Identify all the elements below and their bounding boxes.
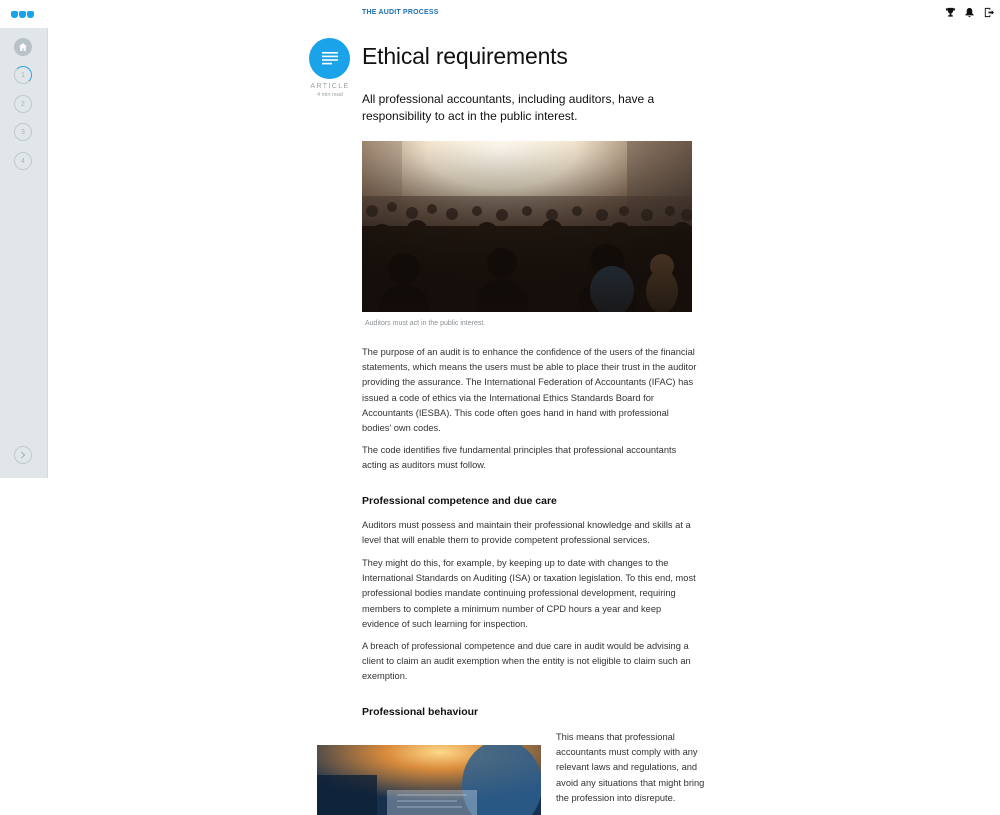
- top-bar: [0, 0, 1000, 28]
- bell-icon[interactable]: [964, 7, 975, 18]
- sidebar-next-button[interactable]: [14, 446, 32, 464]
- step-number: 1: [21, 71, 25, 79]
- step-number: 4: [21, 157, 25, 165]
- trophy-icon[interactable]: [945, 7, 956, 18]
- section-heading: Professional competence and due care: [362, 495, 557, 507]
- article-type-badge: [309, 38, 350, 79]
- article-icon: [321, 51, 339, 67]
- body-paragraph: This means that professional accountants must comply with any relevant laws and regulations, and avoid any situations that might bring the profession into disrepute.: [556, 732, 705, 803]
- sidebar-home-button[interactable]: [14, 38, 32, 56]
- article-lead: All professional accountants, including auditors, have a responsibility to act in the public interest.: [362, 92, 655, 123]
- chevron-right-icon: [19, 451, 27, 459]
- article-type-label: ARTICLE: [310, 83, 350, 90]
- breadcrumb[interactable]: THE AUDIT PROCESS: [362, 9, 439, 16]
- sidebar-step-1[interactable]: [14, 66, 32, 84]
- app-logo[interactable]: [11, 11, 34, 18]
- exit-icon[interactable]: [983, 7, 994, 18]
- page-title: Ethical requirements: [362, 43, 568, 69]
- section-heading: Professional behaviour: [362, 706, 479, 718]
- sidebar-step-2[interactable]: [14, 95, 32, 113]
- step-number: 2: [21, 100, 25, 108]
- sidebar-step-3[interactable]: [14, 123, 32, 141]
- body-paragraph: The purpose of an audit is to enhance the confidence of the users of the financial statements, which means the users must be able to place their trust in the auditor providing the assurance. The International Federation of Accountants (IFAC) has issued a code of ethics via the International Ethics Standards Board for Accountants (IESBA). This code often goes hand in hand with professional bodies' own codes.: [362, 347, 697, 434]
- body-paragraph: A breach of professional competence and due care in audit would be advising a client to claim an audit exemption when the entity is not eligible to claim such an exemption.: [362, 641, 691, 682]
- section-image: [317, 745, 541, 815]
- step-number: 3: [21, 128, 25, 136]
- body-paragraph: The code identifies five fundamental principles that professional accountants acting as auditors must follow.: [362, 445, 677, 471]
- image-caption: Auditors must act in the public interest.: [365, 320, 486, 327]
- sidebar-step-4[interactable]: [14, 152, 32, 170]
- read-time: 4 min read: [317, 92, 343, 98]
- sidebar: [0, 28, 48, 478]
- header-actions: [945, 7, 994, 18]
- body-paragraph: Auditors must possess and maintain their professional knowledge and skills at a level that will enable them to provide competent professional services.: [362, 520, 691, 546]
- body-paragraph: They might do this, for example, by keeping up to date with changes to the International Standards on Auditing (ISA) or taxation legislation. To this end, most professional bodies mandate continuing professional development, requiring members to complete a minimum number of CPD hours a year and keep evidence of such learning for inspection.: [362, 558, 696, 629]
- home-icon: [18, 42, 28, 52]
- hero-image: [362, 141, 692, 312]
